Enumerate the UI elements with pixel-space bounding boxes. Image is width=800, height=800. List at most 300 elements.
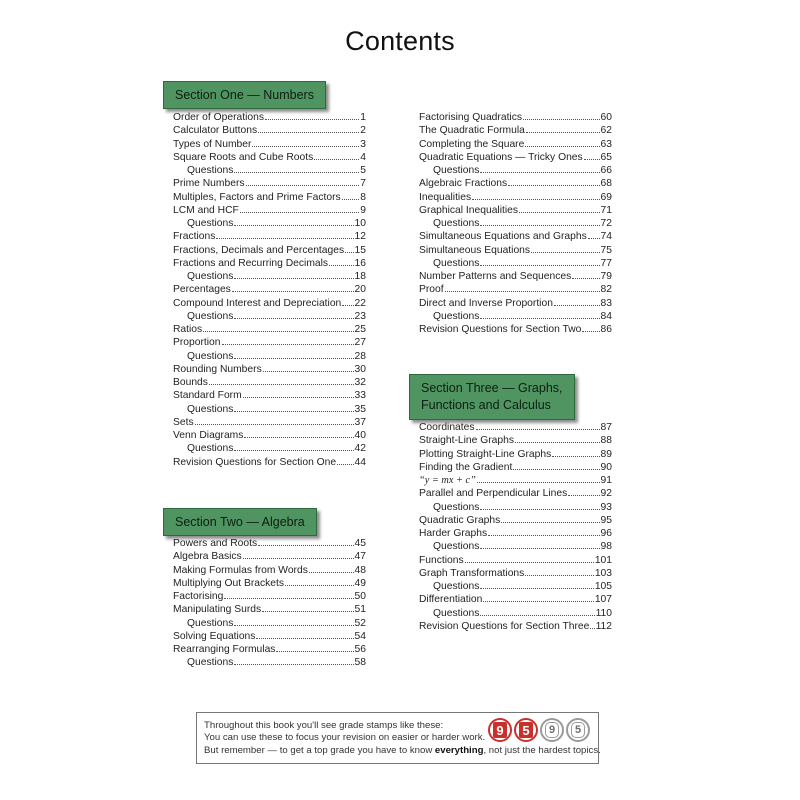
- dot-leader: [572, 269, 599, 279]
- toc-entry[interactable]: [173, 589, 366, 602]
- toc-entry-title: Straight-Line Graphs: [419, 435, 515, 447]
- toc-entry-title: Questions: [433, 541, 480, 553]
- toc-entry-page-number: 9: [360, 204, 366, 216]
- dot-leader: [216, 229, 353, 239]
- toc-entry[interactable]: [173, 375, 366, 388]
- toc-entry-page-number: 27: [354, 337, 366, 349]
- toc-entry-title: Proportion: [173, 337, 221, 349]
- section-header-two: [163, 508, 317, 536]
- toc-entry-page-number: 32: [354, 377, 366, 388]
- toc-entry-title: Questions: [187, 617, 234, 629]
- dot-leader: [232, 282, 354, 292]
- toc-entry-title: Coordinates: [419, 422, 475, 433]
- toc-entry[interactable]: [173, 137, 366, 150]
- toc-entry-questions[interactable]: [419, 256, 612, 269]
- toc-entry-page-number: 58: [354, 657, 366, 669]
- toc-entry-page-number: 37: [354, 416, 366, 428]
- toc-entry[interactable]: [173, 256, 366, 269]
- toc-entry-questions[interactable]: [173, 402, 366, 415]
- toc-entry[interactable]: [419, 176, 612, 189]
- dot-leader: [515, 433, 600, 443]
- toc-entry[interactable]: [173, 282, 366, 295]
- toc-entry-title: Rounding Numbers: [173, 363, 262, 375]
- toc-entry-page-number: 72: [600, 218, 612, 229]
- dot-leader: [345, 243, 353, 253]
- dot-leader: [472, 190, 599, 200]
- toc-entry-title: Algebra Basics: [173, 551, 242, 563]
- toc-entry-page-number: 69: [600, 191, 612, 203]
- toc-entry-title: Questions: [187, 350, 234, 362]
- toc-entry-title: Square Roots and Cube Roots: [173, 151, 314, 163]
- dot-leader: [568, 486, 599, 496]
- toc-list-section-two: [173, 536, 366, 669]
- toc-entry-title: Rearranging Formulas: [173, 644, 276, 655]
- toc-entry-title: Standard Form: [173, 390, 242, 402]
- toc-entry-questions[interactable]: [419, 216, 612, 229]
- toc-entry-page-number: 15: [354, 244, 366, 256]
- toc-entry-page-number: 23: [354, 310, 366, 322]
- toc-entry-title: Completing the Square: [419, 138, 525, 150]
- toc-entry-page-number: 93: [600, 501, 612, 513]
- toc-entry-questions[interactable]: [173, 616, 366, 629]
- dot-leader: [480, 606, 594, 616]
- toc-entry-page-number: 77: [600, 257, 612, 269]
- toc-entry-title: Manipulating Surds: [173, 604, 262, 616]
- toc-entry-questions[interactable]: [173, 216, 366, 229]
- dot-leader: [203, 322, 353, 332]
- dot-leader: [234, 269, 353, 279]
- dot-leader: [480, 256, 599, 266]
- dot-leader: [480, 163, 599, 173]
- toc-entry[interactable]: [173, 123, 366, 136]
- toc-list-section-one: [173, 110, 366, 468]
- toc-entry[interactable]: [173, 602, 366, 615]
- toc-entry-page-number: 49: [354, 577, 366, 589]
- toc-entry-page-number: 89: [600, 448, 612, 460]
- toc-entry-page-number: 7: [360, 178, 366, 190]
- toc-entry-page-number: 10: [354, 218, 366, 229]
- toc-entry[interactable]: [419, 420, 612, 433]
- toc-entry-title: Questions: [187, 218, 234, 229]
- toc-entry[interactable]: [173, 549, 366, 562]
- toc-entry-page-number: 66: [600, 165, 612, 176]
- toc-entry[interactable]: [419, 566, 612, 579]
- toc-entry[interactable]: [419, 447, 612, 460]
- note-line-3: But remember — to get a top grade you have to know everything, not just the hardest topics.: [204, 744, 601, 756]
- dot-leader: [224, 589, 353, 599]
- dot-leader: [582, 322, 599, 332]
- toc-entry-title: Revision Questions for Section One: [173, 456, 337, 468]
- toc-entry-page-number: 25: [354, 324, 366, 335]
- grade-stamp-note: [196, 712, 599, 764]
- toc-entry-page-number: 47: [354, 551, 366, 563]
- toc-entry[interactable]: [419, 190, 612, 203]
- toc-entry[interactable]: [173, 415, 366, 428]
- dot-leader: [588, 229, 600, 239]
- toc-entry[interactable]: [173, 629, 366, 642]
- toc-entry-page-number: 112: [595, 620, 612, 632]
- toc-entry[interactable]: [419, 433, 612, 446]
- dot-leader: [552, 447, 599, 457]
- toc-entry-title: Revision Questions for Section Two: [419, 324, 582, 335]
- toc-entry-title: Making Formulas from Words: [173, 564, 308, 576]
- toc-entry-title: Questions: [187, 443, 234, 455]
- toc-entry[interactable]: [419, 619, 612, 632]
- dot-leader: [342, 190, 360, 200]
- dot-leader: [554, 296, 600, 306]
- toc-entry-title: “y = mx + c”: [419, 475, 476, 486]
- section-title-line-1: Section Three — Graphs,: [421, 381, 563, 395]
- grade-stamp-value: 9: [545, 722, 559, 738]
- dot-leader: [523, 110, 600, 120]
- section-header-one: [163, 81, 326, 109]
- toc-entry-title: Prime Numbers: [173, 178, 245, 190]
- dot-leader: [246, 176, 360, 186]
- section-header-three: [409, 374, 575, 420]
- dot-leader: [263, 362, 354, 372]
- dot-leader: [234, 441, 353, 451]
- dot-leader: [252, 137, 359, 147]
- toc-entry-title: Factorising: [173, 591, 224, 602]
- toc-entry-title: Questions: [187, 165, 234, 176]
- toc-entry-page-number: 56: [354, 644, 366, 655]
- dot-leader: [329, 256, 353, 266]
- toc-entry-title: Proof: [419, 284, 444, 296]
- toc-entry-title: Revision Questions for Section Three: [419, 620, 590, 632]
- toc-entry-questions[interactable]: [173, 655, 366, 668]
- toc-entry-page-number: 51: [354, 604, 366, 616]
- toc-entry-title: Questions: [433, 501, 480, 513]
- toc-entry-page-number: 95: [600, 514, 612, 526]
- toc-entry-title: Bounds: [173, 377, 208, 388]
- toc-entry[interactable]: [419, 150, 612, 163]
- toc-entry-title: Ratios: [173, 324, 203, 335]
- toc-entry-questions[interactable]: [173, 163, 366, 176]
- toc-entry-title: The Quadratic Formula: [419, 125, 525, 137]
- dot-leader: [531, 243, 599, 253]
- toc-entry-page-number: 83: [600, 297, 612, 309]
- dot-leader: [309, 563, 354, 573]
- toc-entry-title: Questions: [187, 403, 234, 415]
- toc-entry-title: Graphical Inequalities: [419, 204, 519, 216]
- toc-entry[interactable]: [173, 576, 366, 589]
- note-line-1: Throughout this book you'll see grade stamps like these:: [204, 720, 444, 731]
- dot-leader: [244, 428, 353, 438]
- toc-entry-page-number: 98: [600, 541, 612, 553]
- dot-leader: [234, 349, 353, 359]
- toc-entry-title: Functions: [419, 554, 464, 566]
- toc-entry[interactable]: [419, 322, 612, 335]
- toc-entry[interactable]: [173, 150, 366, 163]
- toc-entry-title: Plotting Straight-Line Graphs: [419, 448, 552, 460]
- toc-entry[interactable]: [173, 362, 366, 375]
- toc-entry-questions[interactable]: [419, 309, 612, 322]
- toc-entry[interactable]: [173, 229, 366, 242]
- toc-entry-title: Harder Graphs: [419, 528, 488, 539]
- dot-leader: [258, 536, 353, 546]
- toc-entry-page-number: 28: [354, 350, 366, 362]
- toc-entry[interactable]: [173, 243, 366, 256]
- toc-entry-page-number: 82: [600, 284, 612, 296]
- dot-leader: [590, 619, 594, 629]
- toc-entry-page-number: 91: [600, 475, 612, 486]
- toc-entry-title: Questions: [187, 271, 234, 282]
- toc-entry-title: Finding the Gradient: [419, 461, 513, 473]
- toc-entry[interactable]: [173, 190, 366, 203]
- toc-entry-title: Venn Diagrams: [173, 430, 244, 441]
- toc-entry-title: Questions: [187, 310, 234, 322]
- dot-leader: [243, 549, 354, 559]
- toc-entry[interactable]: [419, 110, 612, 123]
- toc-entry[interactable]: [173, 563, 366, 576]
- toc-entry[interactable]: [173, 322, 366, 335]
- toc-entry[interactable]: [173, 110, 366, 123]
- toc-entry-questions[interactable]: [419, 606, 612, 619]
- toc-entry[interactable]: [173, 428, 366, 441]
- grade-stamp-value: 9: [493, 722, 507, 738]
- page-title: Contents: [345, 26, 455, 56]
- dot-leader: [276, 642, 353, 652]
- toc-entry[interactable]: [173, 335, 366, 348]
- toc-entry[interactable]: [419, 269, 612, 282]
- toc-entry-page-number: 8: [360, 191, 366, 203]
- toc-entry[interactable]: [419, 473, 612, 486]
- toc-entry[interactable]: [173, 388, 366, 401]
- dot-leader: [342, 296, 353, 306]
- toc-entry-title: Sets: [173, 416, 194, 428]
- toc-entry-questions[interactable]: [419, 500, 612, 513]
- toc-entry-page-number: 68: [600, 178, 612, 190]
- toc-entry[interactable]: [419, 460, 612, 473]
- toc-entry[interactable]: [419, 243, 612, 256]
- toc-entry-page-number: 103: [594, 567, 612, 579]
- dot-leader: [234, 655, 353, 665]
- toc-entry-page-number: 35: [354, 403, 366, 415]
- toc-entry-page-number: 110: [595, 607, 612, 619]
- toc-entry-page-number: 79: [600, 271, 612, 282]
- toc-entry-title: Questions: [433, 607, 480, 619]
- toc-entry[interactable]: [419, 123, 612, 136]
- toc-entry-page-number: 40: [354, 430, 366, 441]
- toc-entry-page-number: 48: [354, 564, 366, 576]
- toc-entry-page-number: 90: [600, 461, 612, 473]
- toc-entry-title: Percentages: [173, 284, 231, 296]
- dot-leader: [488, 526, 599, 536]
- toc-entry-title: Types of Number: [173, 138, 252, 150]
- toc-entry[interactable]: [419, 137, 612, 150]
- dot-leader: [519, 203, 600, 213]
- dot-leader: [513, 460, 599, 470]
- toc-entry-title: Algebraic Fractions: [419, 178, 508, 190]
- toc-entry-title: Parallel and Perpendicular Lines: [419, 488, 568, 500]
- grade-stamp-icon: [514, 718, 538, 742]
- toc-entry-title: Graph Transformations: [419, 567, 525, 579]
- dot-leader: [222, 335, 354, 345]
- toc-entry-questions[interactable]: [419, 579, 612, 592]
- toc-entry-title: Fractions and Recurring Decimals: [173, 257, 329, 269]
- dot-leader: [337, 455, 353, 465]
- toc-entry-title: Powers and Roots: [173, 538, 258, 549]
- toc-entry-page-number: 33: [354, 390, 366, 402]
- toc-entry-questions[interactable]: [419, 163, 612, 176]
- dot-leader: [477, 473, 600, 483]
- section-title-line-2: Functions and Calculus: [421, 398, 551, 412]
- toc-entry[interactable]: [419, 553, 612, 566]
- toc-entry-page-number: 4: [360, 151, 366, 163]
- dot-leader: [480, 579, 593, 589]
- toc-entry-page-number: 1: [360, 112, 366, 123]
- toc-entry-page-number: 71: [600, 204, 612, 216]
- toc-entry-title: Calculator Buttons: [173, 125, 258, 137]
- dot-leader: [480, 309, 599, 319]
- toc-entry-title: Questions: [433, 310, 480, 322]
- grade-stamps: [488, 718, 590, 742]
- toc-entry-title: LCM and HCF: [173, 204, 239, 216]
- dot-leader: [483, 592, 593, 602]
- toc-entry-questions[interactable]: [173, 309, 366, 322]
- toc-entry-page-number: 75: [600, 244, 612, 256]
- dot-leader: [234, 309, 353, 319]
- toc-entry-page-number: 18: [354, 271, 366, 282]
- note-line-2: You can use these to focus your revision on easier or harder work.: [204, 732, 486, 744]
- toc-entry-page-number: 50: [354, 591, 366, 602]
- toc-entry-title: Simultaneous Equations and Graphs: [419, 231, 587, 243]
- toc-entry-page-number: 42: [354, 443, 366, 455]
- dot-leader: [285, 576, 354, 586]
- dot-leader: [508, 176, 599, 186]
- dot-leader: [240, 203, 359, 213]
- toc-entry-page-number: 16: [354, 257, 366, 269]
- dot-leader: [445, 282, 600, 292]
- grade-stamp-value: 5: [571, 722, 585, 738]
- toc-entry-title: Direct and Inverse Proportion: [419, 297, 553, 309]
- toc-entry-page-number: 86: [600, 324, 612, 335]
- toc-entry-title: Quadratic Graphs: [419, 514, 501, 526]
- dot-leader: [265, 110, 359, 120]
- toc-entry[interactable]: [173, 176, 366, 189]
- toc-entry-page-number: 45: [354, 538, 366, 549]
- toc-entry[interactable]: [419, 296, 612, 309]
- dot-leader: [480, 500, 599, 510]
- toc-entry[interactable]: [173, 296, 366, 309]
- dot-leader: [501, 513, 599, 523]
- dot-leader: [234, 616, 353, 626]
- toc-entry[interactable]: [173, 642, 366, 655]
- dot-leader: [256, 629, 353, 639]
- toc-entry-questions[interactable]: [419, 539, 612, 552]
- toc-entry-page-number: 84: [600, 310, 612, 322]
- toc-entry[interactable]: [419, 282, 612, 295]
- toc-entry[interactable]: [419, 592, 612, 605]
- grade-stamp-icon: [488, 718, 512, 742]
- dot-leader: [195, 415, 354, 425]
- dot-leader: [480, 216, 599, 226]
- grade-stamp-icon: [566, 718, 590, 742]
- section-title: Section Two — Algebra: [175, 515, 305, 529]
- toc-entry-page-number: 105: [594, 581, 612, 592]
- toc-entry-questions[interactable]: [173, 269, 366, 282]
- toc-entry-page-number: 44: [354, 456, 366, 468]
- toc-entry-page-number: 62: [600, 125, 612, 137]
- toc-entry-title: Order of Operations: [173, 112, 264, 123]
- toc-entry-page-number: 12: [354, 231, 366, 243]
- toc-entry[interactable]: [419, 526, 612, 539]
- toc-entry-page-number: 60: [600, 112, 612, 123]
- toc-entry-title: Fractions: [173, 231, 216, 243]
- toc-entry-page-number: 2: [360, 125, 366, 137]
- toc-entry-title: Inequalities: [419, 191, 472, 203]
- toc-entry-title: Number Patterns and Sequences: [419, 271, 572, 282]
- toc-entry[interactable]: [173, 203, 366, 216]
- dot-leader: [258, 123, 359, 133]
- toc-entry-page-number: 74: [600, 231, 612, 243]
- toc-entry-page-number: 96: [600, 528, 612, 539]
- toc-entry-title: Questions: [433, 581, 480, 592]
- toc-entry-title: Questions: [433, 218, 480, 229]
- toc-entry-questions[interactable]: [173, 441, 366, 454]
- dot-leader: [526, 123, 600, 133]
- toc-entry-title: Differentiation: [419, 594, 483, 606]
- grade-stamp-icon: [540, 718, 564, 742]
- toc-entry-title: Fractions, Decimals and Percentages: [173, 244, 345, 256]
- dot-leader: [480, 539, 599, 549]
- toc-entry-title: Questions: [433, 165, 480, 176]
- toc-entry-page-number: 3: [360, 138, 366, 150]
- dot-leader: [465, 553, 594, 563]
- dot-leader: [243, 388, 354, 398]
- toc-entry-title: Questions: [433, 257, 480, 269]
- toc-entry[interactable]: [173, 536, 366, 549]
- dot-leader: [476, 420, 600, 430]
- dot-leader: [525, 137, 599, 147]
- toc-entry-page-number: 5: [360, 165, 366, 176]
- toc-entry[interactable]: [173, 455, 366, 468]
- toc-entry-page-number: 87: [600, 422, 612, 433]
- toc-entry-title: Solving Equations: [173, 630, 256, 642]
- toc-entry-page-number: 20: [354, 284, 366, 296]
- toc-list-section-two-continued: [419, 110, 612, 335]
- toc-entry-page-number: 54: [354, 630, 366, 642]
- toc-entry-page-number: 65: [600, 151, 612, 163]
- toc-entry-page-number: 88: [600, 435, 612, 447]
- dot-leader: [262, 602, 353, 612]
- note-emphasis: everything: [434, 744, 484, 756]
- dot-leader: [584, 150, 600, 160]
- toc-entry[interactable]: [419, 486, 612, 499]
- section-title: Section One — Numbers: [175, 88, 314, 102]
- toc-entry-page-number: 107: [594, 594, 612, 606]
- toc-entry-page-number: 22: [354, 297, 366, 309]
- toc-entry-title: Multiples, Factors and Prime Factors: [173, 191, 341, 203]
- toc-entry-title: Factorising Quadratics: [419, 112, 523, 123]
- dot-leader: [314, 150, 359, 160]
- grade-stamp-value: 5: [519, 722, 533, 738]
- toc-entry-page-number: 30: [354, 363, 366, 375]
- toc-entry[interactable]: [419, 229, 612, 242]
- toc-entry-title: Quadratic Equations — Tricky Ones: [419, 151, 583, 163]
- toc-entry[interactable]: [419, 203, 612, 216]
- toc-entry-questions[interactable]: [173, 349, 366, 362]
- toc-entry[interactable]: [419, 513, 612, 526]
- toc-entry-page-number: 52: [354, 617, 366, 629]
- toc-entry-page-number: 92: [600, 488, 612, 500]
- toc-entry-title: Questions: [187, 657, 234, 669]
- toc-entry-page-number: 63: [600, 138, 612, 150]
- dot-leader: [234, 402, 353, 412]
- toc-entry-page-number: 101: [594, 554, 612, 566]
- dot-leader: [234, 216, 353, 226]
- dot-leader: [234, 163, 359, 173]
